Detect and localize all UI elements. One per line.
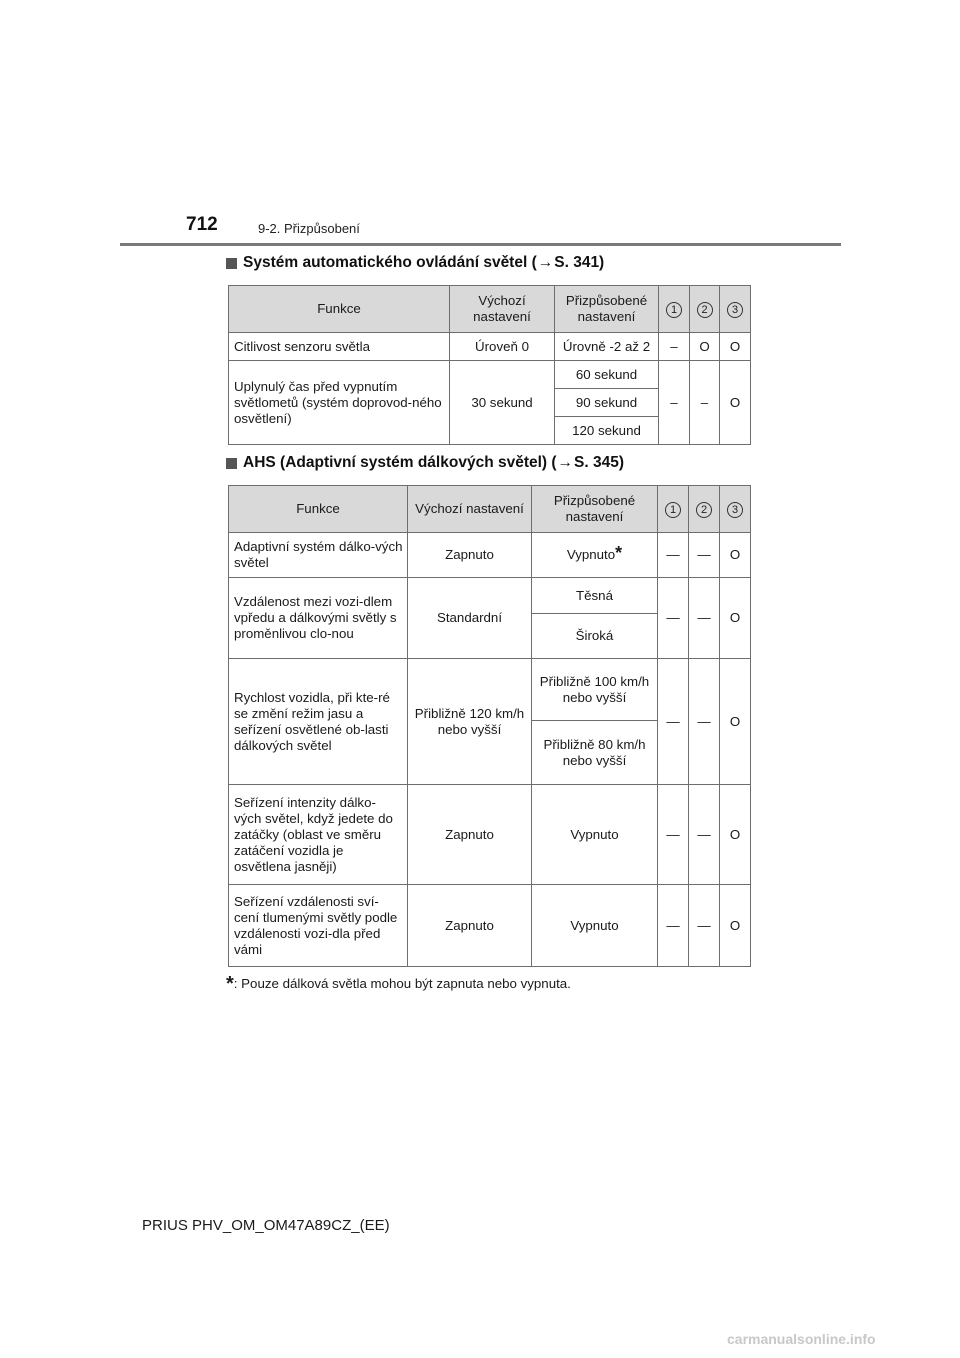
header-rule	[120, 243, 841, 246]
col2-cell: —	[689, 578, 720, 659]
column-header-default: Výchozí nastavení	[408, 486, 532, 533]
column-header-function: Funkce	[229, 286, 450, 333]
section-reference: 9-2. Přizpůsobení	[258, 221, 360, 236]
col2-cell: —	[689, 533, 720, 578]
col3-cell: O	[720, 785, 751, 885]
col2-cell: —	[689, 785, 720, 885]
col3-cell: O	[720, 361, 751, 445]
column-header-1	[659, 286, 690, 333]
ahs-table	[228, 485, 751, 967]
heading-page-link[interactable]: S. 345)	[574, 454, 625, 471]
column-header-2	[689, 486, 720, 533]
col1-cell: —	[658, 533, 689, 578]
custom-cell: Vypnuto	[532, 885, 658, 967]
col1-cell: —	[658, 659, 689, 785]
col1-cell: –	[659, 333, 690, 361]
function-cell: Vzdálenost mezi vozi-dlem vpředu a dálkovými světly s proměnlivou clo-nou	[229, 578, 408, 659]
custom-cell: Široká	[532, 614, 658, 659]
arrow-right-icon: →	[537, 254, 554, 271]
heading-page-link[interactable]: S. 341)	[554, 254, 605, 271]
circled-number-3-icon: 3	[727, 502, 743, 518]
footnote-marker: *	[615, 543, 623, 563]
function-cell: Citlivost senzoru světla	[229, 333, 450, 361]
col1-cell: —	[658, 885, 689, 967]
column-header-1	[658, 486, 689, 533]
custom-cell: 120 sekund	[555, 417, 659, 445]
footnote-marker: *	[226, 973, 234, 995]
function-cell: Uplynulý čas před vypnutím světlometů (systém doprovod-ného osvětlení)	[229, 361, 450, 445]
section-heading-auto-light	[226, 254, 604, 272]
column-header-custom: Přizpůsobené nastavení	[532, 486, 658, 533]
table-row	[229, 885, 751, 967]
default-cell: Zapnuto	[408, 533, 532, 578]
column-header-function: Funkce	[229, 486, 408, 533]
col1-cell: —	[658, 578, 689, 659]
column-header-default: Výchozí nastavení	[450, 286, 555, 333]
table-row	[229, 578, 751, 614]
custom-cell: Vypnuto	[532, 785, 658, 885]
function-cell: Seřízení intenzity dálko-vých světel, když jedete do zatáčky (oblast ve směru zatáčení vozidla je osvětlena jasněji)	[229, 785, 408, 885]
custom-cell: 60 sekund	[555, 361, 659, 389]
default-cell: 30 sekund	[450, 361, 555, 445]
custom-cell: Těsná	[532, 578, 658, 614]
custom-value: Vypnuto	[566, 547, 616, 562]
column-header-3	[720, 486, 751, 533]
circled-number-3-icon: 3	[727, 302, 743, 318]
circled-number-1-icon: 1	[665, 502, 681, 518]
square-bullet-icon	[226, 458, 237, 469]
watermark: carmanualsonline.info	[727, 1331, 876, 1347]
custom-cell: Úrovně -2 až 2	[555, 333, 659, 361]
footnote-text: : Pouze dálková světla mohou být zapnuta nebo vypnuta.	[233, 976, 571, 991]
section-heading-ahs	[226, 454, 624, 472]
custom-cell	[532, 533, 658, 578]
col3-cell: O	[720, 533, 751, 578]
col2-cell: —	[689, 659, 720, 785]
column-header-3	[720, 286, 751, 333]
circled-number-2-icon: 2	[697, 302, 713, 318]
col3-cell: O	[720, 333, 751, 361]
circled-number-2-icon: 2	[696, 502, 712, 518]
custom-cell: Přibližně 100 km/h nebo vyšší	[532, 659, 658, 721]
function-cell: Seřízení vzdálenosti sví-cení tlumenými světly podle vzdálenosti vozi-dla před vámi	[229, 885, 408, 967]
default-cell: Úroveň 0	[450, 333, 555, 361]
circled-number-1-icon: 1	[666, 302, 682, 318]
square-bullet-icon	[226, 258, 237, 269]
function-cell: Rychlost vozidla, při kte-ré se změní režim jasu a seřízení osvětlené ob-lasti dálkových světel	[229, 659, 408, 785]
col1-cell: —	[658, 785, 689, 885]
footer-model-code: PRIUS PHV_OM_OM47A89CZ_(EE)	[142, 1217, 390, 1234]
column-header-2	[690, 286, 720, 333]
auto-light-table	[228, 285, 751, 445]
footnote	[226, 973, 571, 996]
column-header-custom: Přizpůsobené nastavení	[555, 286, 659, 333]
custom-cell: Přibližně 80 km/h nebo vyšší	[532, 721, 658, 785]
heading-text: Systém automatického ovládání světel (	[243, 254, 537, 271]
default-cell: Přibližně 120 km/h nebo vyšší	[408, 659, 532, 785]
col1-cell: –	[659, 361, 690, 445]
arrow-right-icon: →	[557, 454, 574, 471]
default-cell: Zapnuto	[408, 785, 532, 885]
heading-text: AHS (Adaptivní systém dálkových světel) (	[243, 454, 557, 471]
col3-cell: O	[720, 885, 751, 967]
table-row	[229, 333, 751, 361]
col3-cell: O	[720, 578, 751, 659]
col2-cell: –	[690, 361, 720, 445]
table-row	[229, 785, 751, 885]
table-row	[229, 659, 751, 721]
page-number: 712	[186, 214, 218, 235]
col2-cell: O	[690, 333, 720, 361]
default-cell: Zapnuto	[408, 885, 532, 967]
function-cell: Adaptivní systém dálko-vých světel	[229, 533, 408, 578]
table-row	[229, 361, 751, 389]
custom-cell: 90 sekund	[555, 389, 659, 417]
table-row	[229, 533, 751, 578]
default-cell: Standardní	[408, 578, 532, 659]
col2-cell: —	[689, 885, 720, 967]
col3-cell: O	[720, 659, 751, 785]
